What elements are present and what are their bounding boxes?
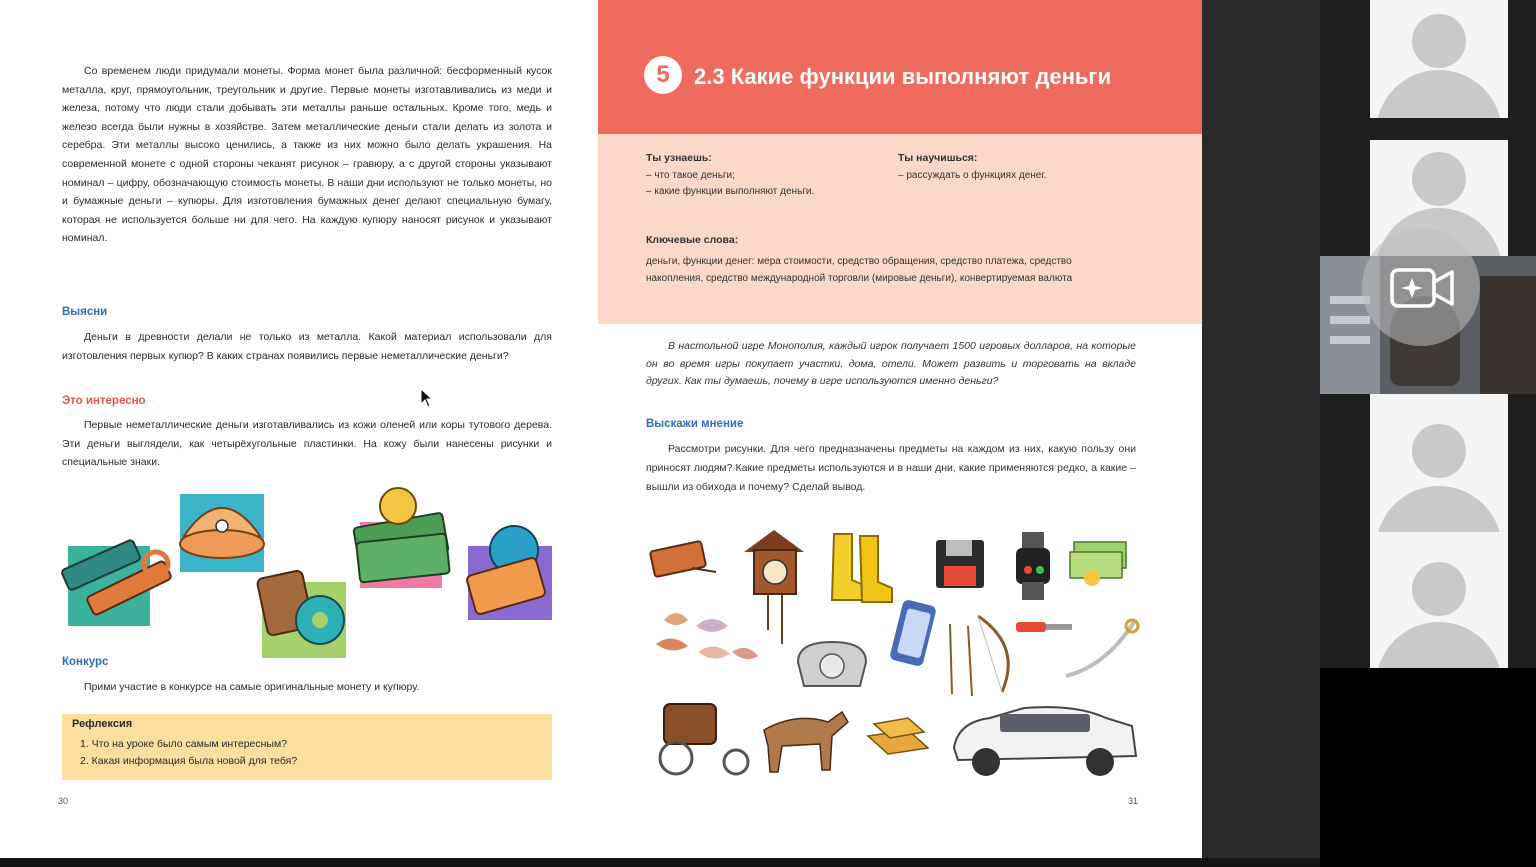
find-out-heading: Выясни (62, 306, 108, 318)
textbook-page-left (0, 0, 598, 858)
banknotes-icon (1070, 542, 1126, 586)
contest-text: Прими участие в конкурсе на самые оригинальные монету и купюру. (84, 681, 420, 693)
bow-arrows-icon (950, 616, 1008, 696)
gold-bars-icon (868, 718, 928, 754)
avatar-body (1376, 622, 1502, 668)
textbook-page-right (598, 0, 1202, 858)
objects-illustration (646, 526, 1146, 786)
interesting-text: Первые неметаллические деньги изготавливались из кожи оленей или коры тутового дерева. Эти деньги выглядели, как четырёхугольные пластинки. На кожу были нанесены рисунки и специальные знаки. (62, 419, 552, 469)
intro-paragraph: Со временем люди придумали монеты. Форма монет была различной: бесформенный кусок металла, круг, прямоугольник, треугольник и другие. Первые монеты изготавливались из меди и железа, потому что люди стали добывать эти металлы раньше остальных. Кроме того, медь и железо всегда были нужны в хозяйстве. Затем металлические деньги стали делать из золота и серебра. Эти металлы высоко ценились, а также из них можно было делать украшения. На современной монете с одной стороны чеканят рисунок – гравюру, а с другой стороны указывают номинал – цифру, обозначающую стоимость монеты. В наши дни используют не только монеты, но и бумажные деньги – купюры. Для изготовления бумажных денег делают специальную бумагу, которая не используется больше ни для чего. На каждую купюру наносят рисунок и указывают номинал. (62, 65, 552, 245)
interesting-heading: Это интересно (62, 395, 146, 407)
skill-heading: Ты научишься: (898, 152, 978, 164)
avatar-body (1376, 486, 1502, 532)
learn-item: – что такое деньги; (646, 170, 735, 181)
learn-item: – какие функции выполняют деньги. (646, 186, 815, 197)
opinion-heading: Выскажи мнение (646, 418, 744, 430)
reflection-item: 1. Что на уроке было самым интересным? (80, 738, 288, 750)
participant-tile[interactable] (1370, 532, 1508, 668)
avatar-head (1412, 14, 1466, 68)
shells-stones-icon (656, 613, 758, 659)
monopoly-paragraph: В настольной игре Монополия, каждый игрок получает 1500 игровых долларов, на которые он во время игры покупает участки, дома, отели. Может развить и торговать на вкладе других. Как ты думаешь, почему в игре используются именно деньги? (646, 340, 1136, 388)
video-blind (1330, 336, 1370, 344)
page-number-left: 30 (58, 796, 69, 806)
contest-heading: Конкурс (62, 656, 109, 668)
keywords-heading: Ключевые слова: (646, 234, 739, 246)
avatar-head (1412, 562, 1466, 616)
car-icon (954, 707, 1136, 776)
find-out-text: Деньги в древности делали не только из металла. Какой материал использовали для изготовления первых купюр? В каких странах появились первые неметаллические деньги? (62, 331, 552, 362)
participant-tile[interactable] (1370, 0, 1508, 118)
lesson-number-badge: 5 (644, 56, 682, 94)
opinion-text: Рассмотри рисунки. Для чего предназначены предметы на каждом из них, какую пользу они приносят людям? Какие предметы используются и в наши дни, какие применяются редко, а какие – вышли из обихода и почему? Сделай вывод. (646, 443, 1136, 493)
skill-column (898, 150, 1138, 184)
keywords-text: деньги, функции денег: мера стоимости, средство обращения, средство платежа, средство накопления, средство международной торговли (мировые деньги), конвертируемая валюта (646, 256, 1073, 284)
cuckoo-clock-icon (744, 530, 804, 644)
learn-column (646, 150, 866, 200)
video-shelf (1480, 276, 1536, 394)
bottom-bar (0, 858, 1320, 867)
reflection-item: 2. Какая информация была новой для тебя? (80, 755, 298, 767)
avatar-body (1376, 70, 1502, 118)
video-camera-icon (1390, 266, 1454, 310)
mouse-cursor-icon (420, 388, 434, 408)
screen-side-strip (1202, 0, 1320, 858)
lesson-title: 2.3 Какие функции выполняют деньги (694, 64, 1112, 89)
camera-effects-button[interactable] (1362, 228, 1480, 346)
keywords-block (646, 232, 1116, 287)
screwdriver-icon (1016, 622, 1072, 632)
ancient-money-illustration (56, 486, 556, 662)
learn-heading: Ты узнаешь: (646, 152, 712, 164)
lesson-header (598, 0, 1202, 134)
rubber-boots-icon (832, 534, 892, 602)
participant-tile[interactable] (1370, 394, 1508, 532)
reflection-box (62, 714, 552, 780)
lesson-goals-box (598, 134, 1202, 324)
skill-item: – рассуждать о функциях денег. (898, 170, 1047, 181)
avatar-head (1412, 152, 1466, 206)
matches-icon (650, 541, 716, 577)
horse-carriage-icon (660, 704, 848, 774)
avatar-head (1412, 424, 1466, 478)
video-blind (1330, 316, 1370, 324)
smartphone-icon (889, 599, 937, 667)
smartwatch-icon (1016, 532, 1050, 600)
rotary-phone-icon (798, 642, 866, 686)
floppy-disk-icon (936, 540, 984, 588)
saber-icon (1066, 620, 1138, 676)
page-number-right: 31 (1128, 796, 1139, 806)
reflection-title: Рефлексия (72, 718, 133, 730)
empty-panel (1320, 668, 1536, 867)
